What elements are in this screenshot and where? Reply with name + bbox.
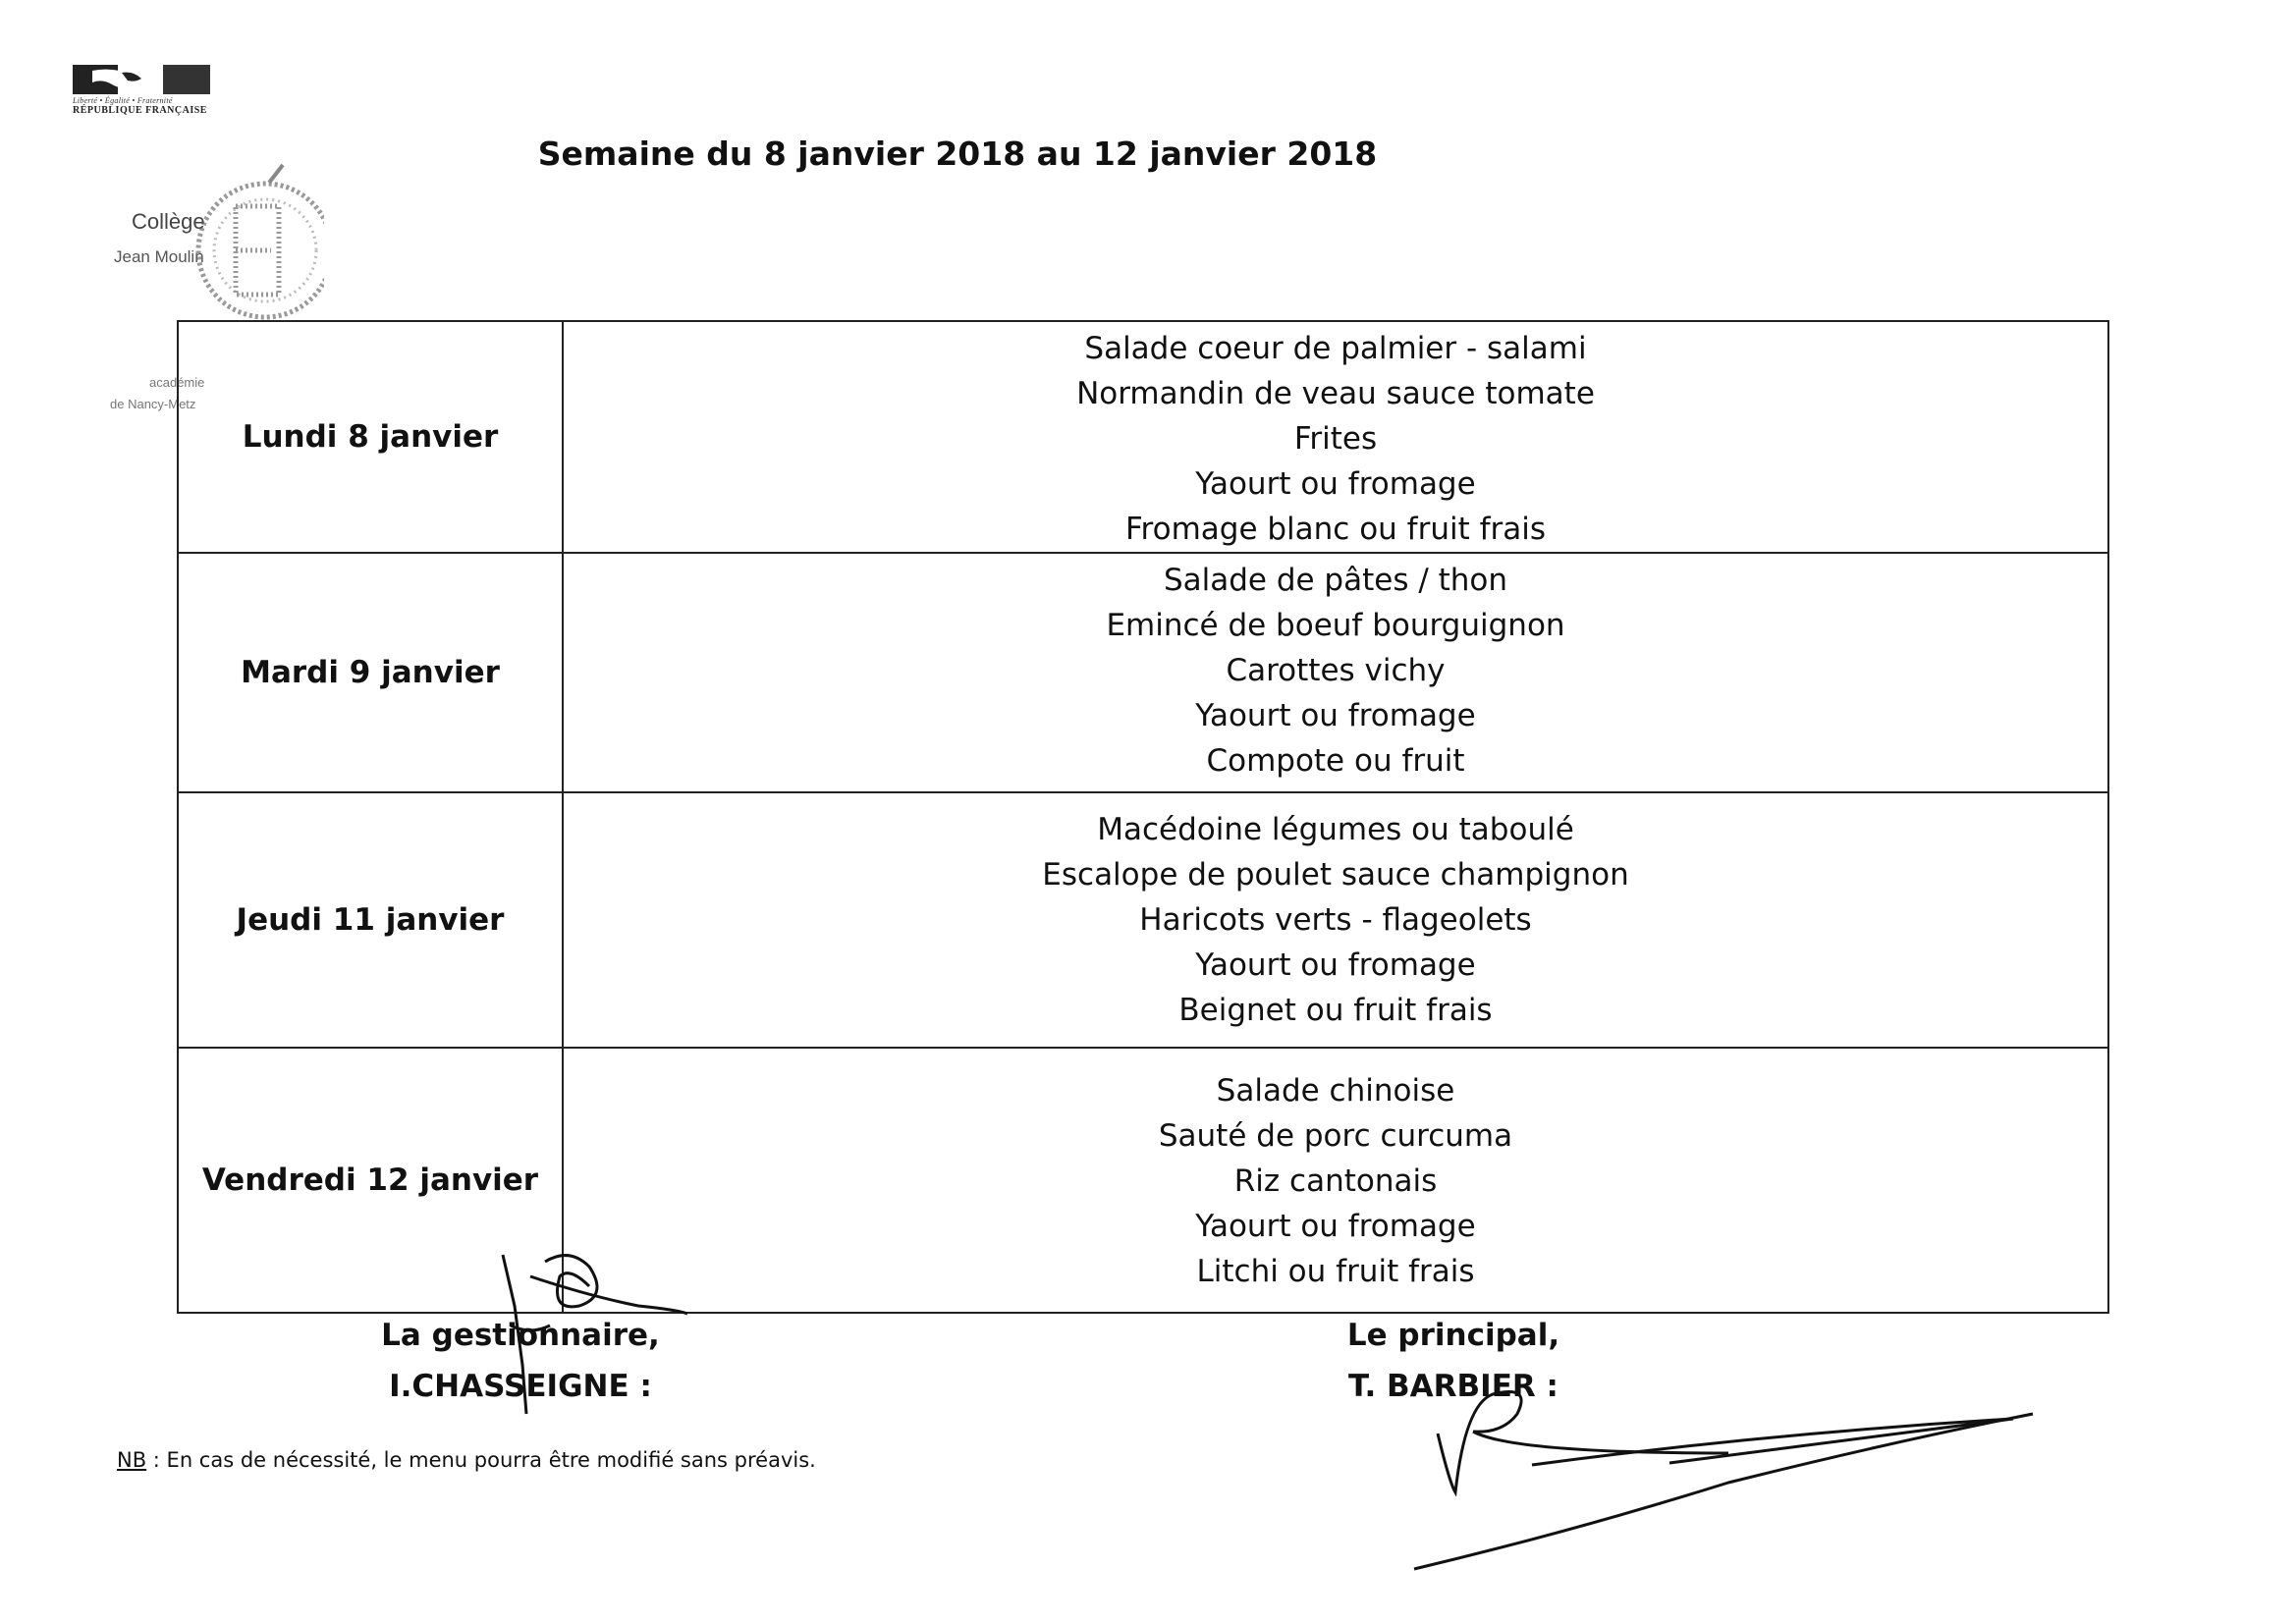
principal-signature-icon [1414,1392,2033,1570]
day-cell: Mardi 9 janvier [178,553,563,792]
dish-item: Escalope de poulet sauce champignon [1042,857,1629,893]
college-stamp-icon [108,157,324,334]
dish-item: Salade coeur de palmier - salami [1084,331,1587,366]
footnote-text: : En cas de nécessité, le menu pourra être modifié sans préavis. [146,1448,816,1472]
dish-item: Yaourt ou fromage [1195,698,1476,733]
table-row [178,321,2108,553]
rf-motto: Liberté • Égalité • Fraternité [73,96,173,105]
republique-francaise-logo [73,65,215,116]
college-subname: Jean Moulin [114,247,204,266]
footnote [117,1448,816,1472]
academie-name: de Nancy-Metz [110,397,196,411]
dish-item: Carottes vichy [1226,653,1446,688]
dish-item: Haricots verts - flageolets [1139,902,1532,938]
principal-signature-block [1316,1310,1591,1412]
dish-item: Riz cantonais [1233,1163,1438,1199]
dishes-cell [563,1048,2108,1313]
principal-name: T. BARBIER : [1348,1369,1558,1404]
day-cell: Vendredi 12 janvier [178,1048,563,1313]
dish-item: Salade de pâtes / thon [1163,563,1508,598]
dish-item: Macédoine légumes ou taboulé [1097,812,1574,847]
dish-item: Yaourt ou fromage [1195,947,1476,983]
table-row [178,553,2108,792]
rf-name: RÉPUBLIQUE FRANÇAISE [73,105,207,116]
page-title: Semaine du 8 janvier 2018 au 12 janvier 2018 [537,135,1378,173]
dish-item: Beignet ou fruit frais [1178,993,1493,1028]
dish-item: Yaourt ou fromage [1195,466,1476,502]
dish-item: Sauté de porc curcuma [1158,1118,1513,1154]
menu-table [177,320,2109,1314]
dish-item: Litchi ou fruit frais [1196,1254,1475,1289]
dishes-cell [563,321,2108,553]
college-name: Collège [132,209,205,234]
day-cell: Jeudi 11 janvier [178,792,563,1048]
gestionnaire-name: I.CHASSEIGNE : [389,1369,652,1404]
dish-item: Normandin de veau sauce tomate [1076,376,1595,411]
table-row [178,1048,2108,1313]
principal-role: Le principal, [1346,1318,1560,1353]
dish-item: Emincé de boeuf bourguignon [1106,608,1565,643]
dish-item: Yaourt ou fromage [1195,1209,1476,1244]
dish-item: Fromage blanc ou fruit frais [1124,512,1547,547]
table-row [178,792,2108,1048]
dishes-cell [563,553,2108,792]
gestionnaire-role: La gestionnaire, [381,1318,660,1353]
dish-item: Frites [1293,421,1378,457]
academie-label: académie [149,375,205,390]
dish-item: Salade chinoise [1216,1073,1455,1109]
dishes-cell [563,792,2108,1048]
gestionnaire-signature-block [363,1310,678,1412]
day-cell: Lundi 8 janvier [178,321,563,553]
footnote-key: NB [117,1448,147,1472]
dish-item: Compote ou fruit [1206,743,1465,779]
marianne-icon [73,65,210,94]
